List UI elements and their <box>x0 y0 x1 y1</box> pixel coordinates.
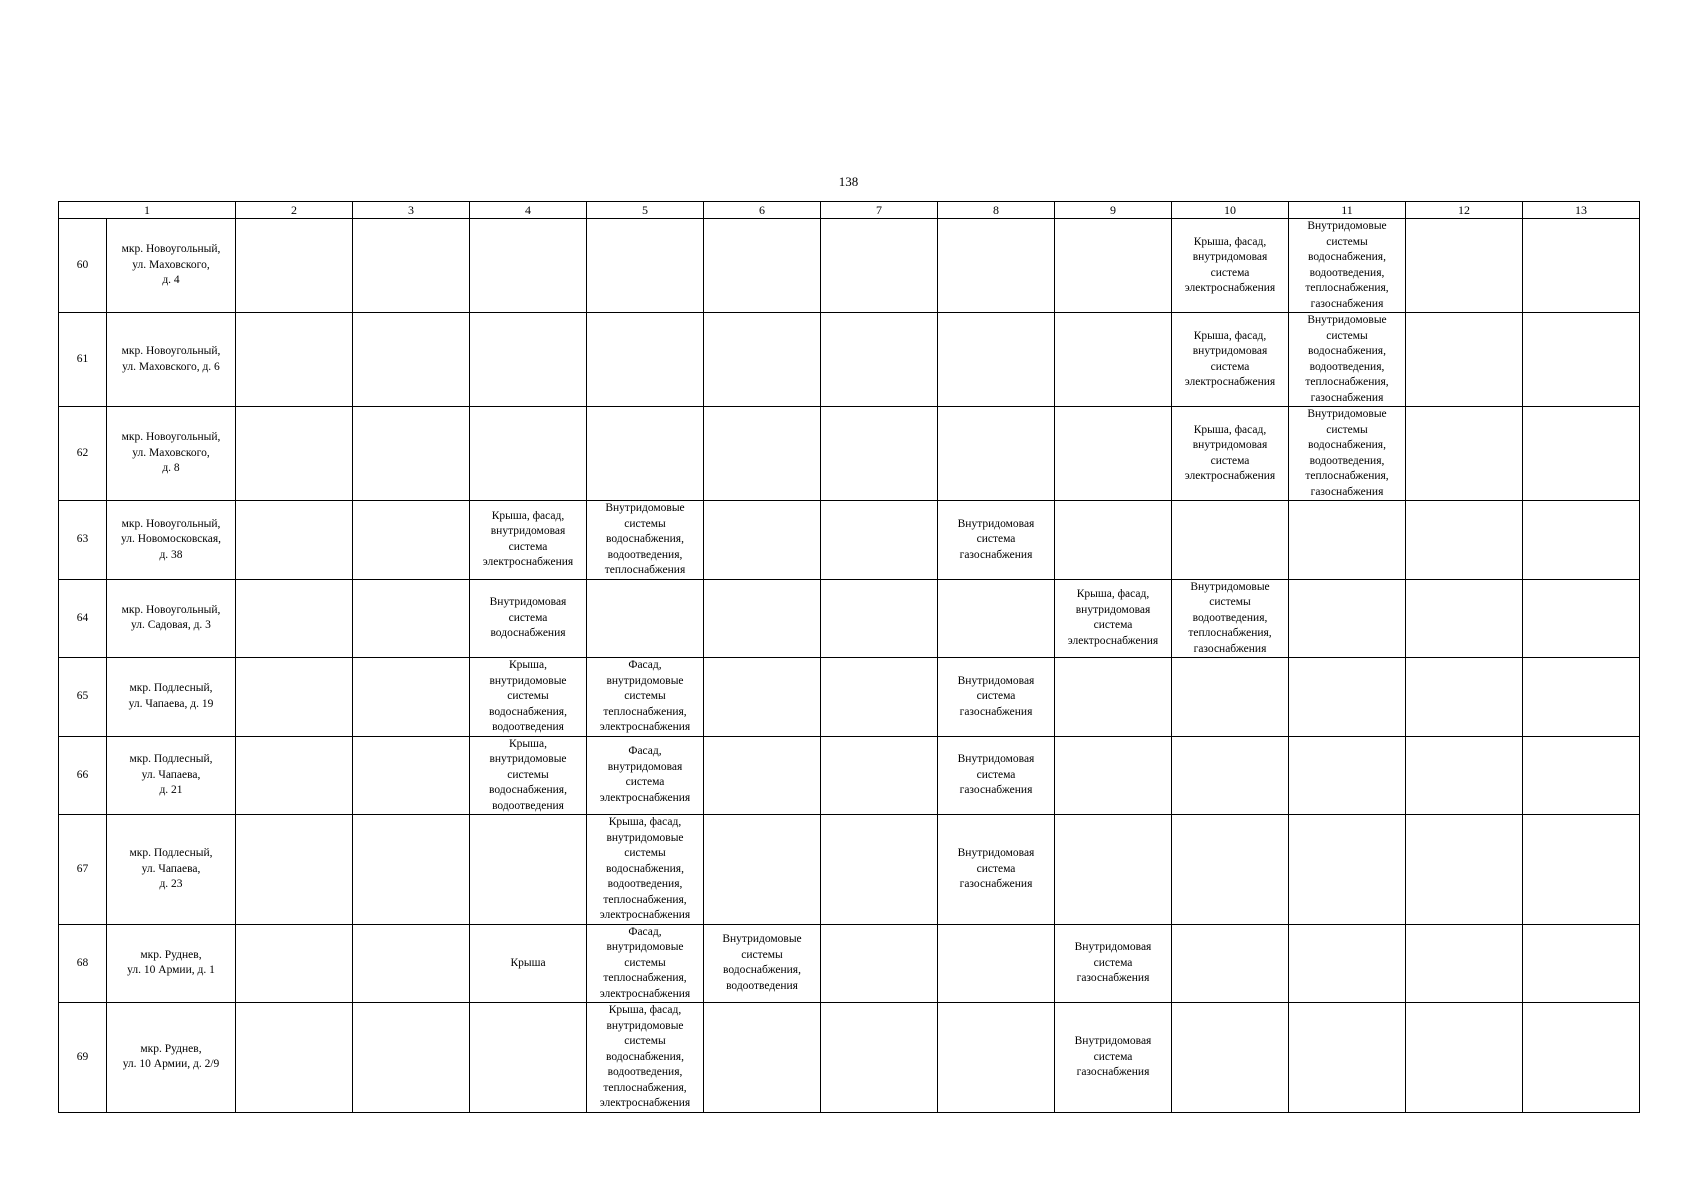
work-cell-col-2 <box>236 815 353 925</box>
table-row <box>59 501 1640 580</box>
column-header-13: 13 <box>1523 202 1640 219</box>
work-cell-col-6 <box>704 313 821 407</box>
work-cell-col-10 <box>1172 501 1289 580</box>
work-cell-col-9 <box>1055 924 1172 1003</box>
work-cell-col-4 <box>470 219 587 313</box>
work-cell-col-12 <box>1406 815 1523 925</box>
column-header-8: 8 <box>938 202 1055 219</box>
row-number-cell <box>59 501 107 580</box>
work-cell-col-7 <box>821 219 938 313</box>
work-cell-col-3 <box>353 501 470 580</box>
work-text: Крыша, фасад, внутридомовые системы водоснабжения, водоотведения, теплоснабжения, электроснабжения <box>599 1004 691 1109</box>
table-row <box>59 219 1640 313</box>
work-cell-col-6 <box>704 407 821 501</box>
work-cell-col-6 <box>704 815 821 925</box>
work-cell-col-2 <box>236 579 353 658</box>
work-cell-col-4 <box>470 1003 587 1113</box>
work-cell-col-13 <box>1523 1003 1640 1113</box>
work-cell-col-8 <box>938 501 1055 580</box>
work-text: Внутридомовые системы водоснабжения, водоотведения, теплоснабжения, газоснабжения <box>1305 408 1389 498</box>
work-cell-col-2 <box>236 1003 353 1113</box>
table-body <box>59 202 1640 1113</box>
row-number: 69 <box>76 1050 89 1063</box>
column-header-10: 10 <box>1172 202 1289 219</box>
column-header-1: 1 <box>59 202 236 219</box>
work-cell-col-6 <box>704 219 821 313</box>
work-cell-col-9 <box>1055 815 1172 925</box>
column-number-row <box>59 202 1640 219</box>
work-text: Внутридомовая система газоснабжения <box>1074 941 1152 984</box>
work-cell-col-10 <box>1172 736 1289 815</box>
work-cell-col-10 <box>1172 924 1289 1003</box>
work-cell-col-11 <box>1289 1003 1406 1113</box>
work-cell-col-6 <box>704 658 821 737</box>
page-number: 138 <box>838 174 859 189</box>
work-cell-col-8 <box>938 924 1055 1003</box>
work-cell-col-3 <box>353 924 470 1003</box>
work-cell-col-13 <box>1523 736 1640 815</box>
work-cell-col-2 <box>236 658 353 737</box>
row-number-cell <box>59 407 107 501</box>
work-cell-col-3 <box>353 1003 470 1113</box>
row-number: 61 <box>76 352 89 365</box>
work-cell-col-2 <box>236 501 353 580</box>
work-text: Крыша, внутридомовые системы водоснабжения, водоотведения <box>489 737 567 812</box>
work-cell-col-4 <box>470 579 587 658</box>
address-text: мкр. Руднев, ул. 10 Армии, д. 1 <box>127 948 215 977</box>
work-cell-col-8 <box>938 313 1055 407</box>
work-cell-col-6 <box>704 501 821 580</box>
table-row <box>59 658 1640 737</box>
work-cell-col-7 <box>821 501 938 580</box>
row-number: 60 <box>76 258 89 271</box>
work-cell-col-13 <box>1523 313 1640 407</box>
work-cell-col-8 <box>938 736 1055 815</box>
row-number: 63 <box>76 533 89 545</box>
work-cell-col-5 <box>587 501 704 580</box>
work-text: Внутридомовая система газоснабжения <box>957 847 1035 890</box>
row-number: 65 <box>76 690 89 702</box>
work-text: Внутридомовая система газоснабжения <box>957 753 1035 796</box>
address-cell <box>107 579 236 658</box>
work-cell-col-8 <box>938 658 1055 737</box>
address-cell <box>107 924 236 1003</box>
work-text: Крыша, внутридомовые системы водоснабжения, водоотведения <box>489 659 567 733</box>
column-header-4: 4 <box>470 202 587 219</box>
work-cell-col-7 <box>821 658 938 737</box>
work-cell-col-2 <box>236 313 353 407</box>
work-cell-col-12 <box>1406 407 1523 501</box>
address-text: мкр. Новоугольный, ул. Маховского, д. 6 <box>121 345 221 373</box>
work-cell-col-12 <box>1406 219 1523 313</box>
work-cell-col-12 <box>1406 313 1523 407</box>
work-cell-col-8 <box>938 579 1055 658</box>
work-cell-col-11 <box>1289 313 1406 407</box>
work-cell-col-9 <box>1055 658 1172 737</box>
work-text: Внутридомовые системы водоснабжения, водоотведения, теплоснабжения <box>604 502 686 576</box>
work-cell-col-12 <box>1406 736 1523 815</box>
address-text: мкр. Новоугольный, ул. Садовая, д. 3 <box>121 603 221 632</box>
work-cell-col-11 <box>1289 501 1406 580</box>
work-cell-col-4 <box>470 658 587 737</box>
work-cell-col-3 <box>353 219 470 313</box>
row-number-cell <box>59 658 107 737</box>
work-cell-col-9 <box>1055 579 1172 658</box>
work-cell-col-3 <box>353 313 470 407</box>
address-text: мкр. Подлесный, ул. Чапаева, д. 19 <box>128 682 214 710</box>
address-text: мкр. Руднев, ул. 10 Армии, д. 2/9 <box>122 1042 220 1071</box>
work-text: Крыша, фасад, внутридомовая система электроснабжения <box>482 509 574 569</box>
address-text: мкр. Новоугольный, ул. Новомосковская, д. 38 <box>121 517 221 561</box>
work-cell-col-10 <box>1172 407 1289 501</box>
work-cell-col-5 <box>587 313 704 407</box>
repair-schedule-table <box>58 201 1640 1113</box>
work-cell-col-3 <box>353 407 470 501</box>
address-cell <box>107 658 236 737</box>
address-cell <box>107 501 236 580</box>
work-text: Крыша, фасад, внутридомовая система электроснабжения <box>1184 235 1276 294</box>
address-cell <box>107 219 236 313</box>
row-number: 68 <box>76 956 89 969</box>
table-row <box>59 579 1640 658</box>
column-header-12: 12 <box>1406 202 1523 219</box>
work-cell-col-5 <box>587 219 704 313</box>
work-cell-col-10 <box>1172 658 1289 737</box>
work-cell-col-2 <box>236 219 353 313</box>
work-cell-col-7 <box>821 736 938 815</box>
work-cell-col-3 <box>353 579 470 658</box>
address-text: мкр. Подлесный, ул. Чапаева, д. 23 <box>129 847 213 890</box>
work-cell-col-5 <box>587 407 704 501</box>
row-number-cell <box>59 313 107 407</box>
work-cell-col-4 <box>470 815 587 925</box>
row-number-cell <box>59 1003 107 1113</box>
work-cell-col-11 <box>1289 815 1406 925</box>
work-cell-col-5 <box>587 736 704 815</box>
work-cell-col-4 <box>470 924 587 1003</box>
work-cell-col-13 <box>1523 579 1640 658</box>
work-cell-col-4 <box>470 407 587 501</box>
table-row <box>59 736 1640 815</box>
work-cell-col-11 <box>1289 924 1406 1003</box>
work-cell-col-10 <box>1172 815 1289 925</box>
work-cell-col-7 <box>821 313 938 407</box>
address-text: мкр. Новоугольный, ул. Маховского, д. 4 <box>121 243 221 287</box>
work-text: Крыша, фасад, внутридомовая система электроснабжения <box>1184 329 1276 388</box>
work-cell-col-12 <box>1406 501 1523 580</box>
work-text: Внутридомовая система газоснабжения <box>957 517 1035 561</box>
work-text: Внутридомовая система газоснабжения <box>1074 1035 1152 1078</box>
work-cell-col-2 <box>236 407 353 501</box>
work-cell-col-11 <box>1289 579 1406 658</box>
row-number-cell <box>59 736 107 815</box>
work-cell-col-11 <box>1289 219 1406 313</box>
work-text: Внутридомовые системы водоснабжения, водоотведения <box>722 933 802 992</box>
work-text: Крыша, фасад, внутридомовая система электроснабжения <box>1067 588 1159 647</box>
work-cell-col-7 <box>821 407 938 501</box>
work-text: Фасад, внутридомовые системы теплоснабжения, электроснабжения <box>599 925 691 1000</box>
work-text: Крыша, фасад, внутридомовая система электроснабжения <box>1184 423 1276 482</box>
address-cell <box>107 407 236 501</box>
work-cell-col-5 <box>587 924 704 1003</box>
work-cell-col-6 <box>704 736 821 815</box>
column-header-9: 9 <box>1055 202 1172 219</box>
work-cell-col-4 <box>470 736 587 815</box>
work-text: Внутридомовые системы водоотведения, теплоснабжения, газоснабжения <box>1188 580 1272 655</box>
work-cell-col-13 <box>1523 219 1640 313</box>
table-row <box>59 815 1640 925</box>
work-text: Фасад, внутридомовые системы теплоснабжения, электроснабжения <box>599 659 691 733</box>
work-cell-col-4 <box>470 501 587 580</box>
work-cell-col-13 <box>1523 815 1640 925</box>
work-cell-col-7 <box>821 815 938 925</box>
column-header-7: 7 <box>821 202 938 219</box>
column-header-2: 2 <box>236 202 353 219</box>
row-number: 67 <box>76 862 89 875</box>
work-cell-col-9 <box>1055 219 1172 313</box>
work-text: Внутридомовая система водоснабжения <box>489 596 567 639</box>
work-cell-col-3 <box>353 658 470 737</box>
work-text: Крыша <box>510 956 546 969</box>
address-cell <box>107 815 236 925</box>
table-row <box>59 1003 1640 1113</box>
work-cell-col-9 <box>1055 501 1172 580</box>
row-number-cell <box>59 219 107 313</box>
work-cell-col-2 <box>236 924 353 1003</box>
work-cell-col-2 <box>236 736 353 815</box>
work-cell-col-5 <box>587 579 704 658</box>
work-cell-col-6 <box>704 579 821 658</box>
work-cell-col-5 <box>587 1003 704 1113</box>
work-cell-col-3 <box>353 815 470 925</box>
work-text: Внутридомовая система газоснабжения <box>957 674 1035 718</box>
work-cell-col-8 <box>938 407 1055 501</box>
work-text: Внутридомовые системы водоснабжения, водоотведения, теплоснабжения, газоснабжения <box>1305 314 1389 404</box>
work-text: Крыша, фасад, внутридомовые системы водоснабжения, водоотведения, теплоснабжения, электроснабжения <box>599 816 691 921</box>
work-cell-col-13 <box>1523 658 1640 737</box>
work-cell-col-7 <box>821 1003 938 1113</box>
table-row <box>59 924 1640 1003</box>
work-cell-col-12 <box>1406 658 1523 737</box>
address-cell <box>107 736 236 815</box>
work-cell-col-11 <box>1289 407 1406 501</box>
work-cell-col-6 <box>704 924 821 1003</box>
work-cell-col-8 <box>938 219 1055 313</box>
row-number-cell <box>59 924 107 1003</box>
work-cell-col-4 <box>470 313 587 407</box>
work-text: Внутридомовые системы водоснабжения, водоотведения, теплоснабжения, газоснабжения <box>1305 220 1389 310</box>
row-number: 62 <box>76 446 89 459</box>
column-header-11: 11 <box>1289 202 1406 219</box>
row-number-cell <box>59 579 107 658</box>
work-cell-col-5 <box>587 658 704 737</box>
column-header-5: 5 <box>587 202 704 219</box>
work-text: Фасад, внутридомовая система электроснабжения <box>599 745 691 804</box>
work-cell-col-12 <box>1406 924 1523 1003</box>
work-cell-col-9 <box>1055 313 1172 407</box>
work-cell-col-13 <box>1523 407 1640 501</box>
work-cell-col-9 <box>1055 1003 1172 1113</box>
address-text: мкр. Новоугольный, ул. Маховского, д. 8 <box>121 431 221 475</box>
work-cell-col-13 <box>1523 501 1640 580</box>
column-header-3: 3 <box>353 202 470 219</box>
work-cell-col-5 <box>587 815 704 925</box>
work-cell-col-3 <box>353 736 470 815</box>
address-cell <box>107 1003 236 1113</box>
row-number: 64 <box>76 611 89 624</box>
work-cell-col-8 <box>938 1003 1055 1113</box>
work-cell-col-11 <box>1289 736 1406 815</box>
row-number: 66 <box>76 768 89 781</box>
work-cell-col-10 <box>1172 219 1289 313</box>
work-cell-col-9 <box>1055 407 1172 501</box>
work-cell-col-7 <box>821 579 938 658</box>
column-header-6: 6 <box>704 202 821 219</box>
row-number-cell <box>59 815 107 925</box>
table-row <box>59 313 1640 407</box>
work-cell-col-8 <box>938 815 1055 925</box>
work-cell-col-13 <box>1523 924 1640 1003</box>
table-row <box>59 407 1640 501</box>
work-cell-col-9 <box>1055 736 1172 815</box>
work-cell-col-11 <box>1289 658 1406 737</box>
work-cell-col-12 <box>1406 579 1523 658</box>
address-text: мкр. Подлесный, ул. Чапаева, д. 21 <box>129 753 213 796</box>
address-cell <box>107 313 236 407</box>
work-cell-col-6 <box>704 1003 821 1113</box>
work-cell-col-10 <box>1172 579 1289 658</box>
work-cell-col-10 <box>1172 313 1289 407</box>
work-cell-col-7 <box>821 924 938 1003</box>
work-cell-col-12 <box>1406 1003 1523 1113</box>
work-cell-col-10 <box>1172 1003 1289 1113</box>
